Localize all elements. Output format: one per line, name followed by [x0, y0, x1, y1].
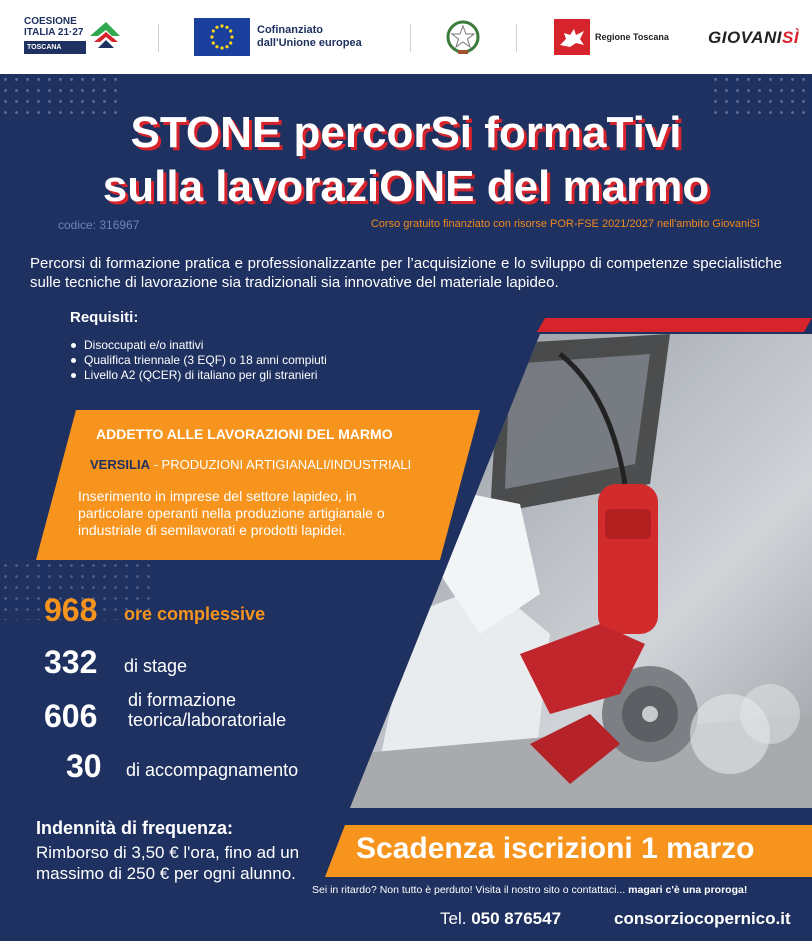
- header-divider: [410, 24, 411, 52]
- toscana-logo-text: Regione Toscana: [595, 32, 669, 42]
- list-item: Qualifica triennale (3 EQF) o 18 anni compiuti: [68, 353, 327, 368]
- course-location: VERSILIA - PRODUZIONI ARTIGIANALI/INDUSTRIALI: [90, 457, 412, 472]
- header-divider: [516, 24, 517, 52]
- pegasus-icon: [554, 19, 590, 55]
- coesione-italia-logo: [24, 16, 124, 58]
- website-link[interactable]: consorziocopernico.it: [614, 909, 791, 928]
- phone-contact[interactable]: Tel. 050 876547: [440, 909, 562, 928]
- italian-republic-emblem-icon: [446, 18, 480, 56]
- coesione-logo-years: ITALIA 21·27: [24, 27, 84, 38]
- intro-paragraph: Percorsi di formazione pratica e professionalizzante per l’acquisizione e lo sviluppo di competenze specialistiche sulle tecniche di lavorazione sia tradizionali sia innovative del materiale lapideo.: [30, 255, 782, 291]
- eu-cofunded-logo: [194, 18, 394, 58]
- logo-header: [0, 0, 812, 74]
- training-hours-label: teorica/laboratoriale: [128, 710, 287, 730]
- list-item: Livello A2 (QCER) di italiano per gli stranieri: [68, 368, 327, 383]
- eu-flag-icon: [194, 18, 250, 56]
- header-divider: [158, 24, 159, 52]
- course-description: Inserimento in imprese del settore lapideo, in particolare operanti nella produzione artigianale o industriale di semilavorati e prodotti lapidei.: [78, 488, 385, 538]
- coesione-arrow-icon: [88, 18, 122, 52]
- allowance-heading: Indennità di frequenza:: [36, 818, 234, 838]
- coesione-logo-text: COESIONE: [24, 16, 77, 27]
- coesione-logo-band: TOSCANA: [24, 41, 86, 54]
- red-accent-bar: [537, 318, 812, 332]
- support-hours-number: 30: [66, 748, 102, 784]
- requirements-heading: Requisiti:: [70, 309, 139, 326]
- funding-note: Corso gratuito finanziato con risorse POR-FSE 2021/2027 nell'ambito GiovaniSì: [370, 218, 760, 230]
- support-hours-label: di accompagnamento: [126, 760, 299, 780]
- course-code: codice: 316967: [58, 218, 140, 232]
- total-hours-number: 968: [44, 592, 98, 628]
- stage-hours-number: 332: [44, 644, 98, 680]
- deadline-text: Scadenza iscrizioni 1 marzo: [356, 832, 755, 865]
- allowance-text: Rimborso di 3,50 € l'ora, fino ad un massimo di 250 € per ogni alunno.: [36, 843, 300, 883]
- late-registration-note: Sei in ritardo? Non tutto è perduto! Visita il nostro sito o contattaci... magari c'è una proroga!: [312, 884, 748, 896]
- list-item: Disoccupati e/o inattivi: [68, 338, 327, 353]
- eu-logo-text: Cofinanziato dall'Unione europea: [257, 24, 362, 49]
- regione-toscana-logo: [554, 19, 684, 55]
- training-hours-number: 606: [44, 698, 98, 734]
- grinder-worker-photo: [350, 334, 812, 808]
- requirements-list: [68, 338, 327, 383]
- poster-title: STONE percorSi formaTivi sulla lavoraziONE del marmo: [102, 108, 710, 211]
- total-hours-label: ore complessive: [124, 604, 266, 624]
- training-hours-label: di formazione: [128, 690, 237, 710]
- stage-hours-label: di stage: [124, 656, 188, 676]
- giovanisi-logo: GIOVANISÌ: [708, 28, 800, 47]
- course-title: ADDETTO ALLE LAVORAZIONI DEL MARMO: [96, 426, 393, 442]
